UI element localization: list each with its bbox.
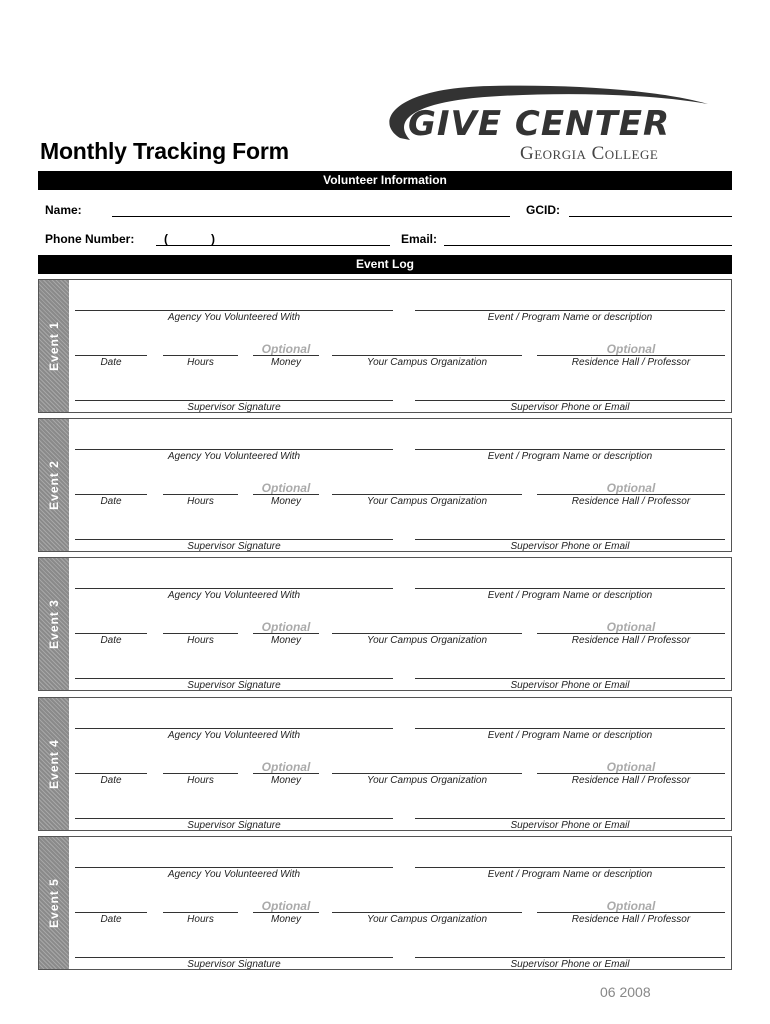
date-field[interactable] bbox=[75, 633, 147, 634]
agency-field[interactable] bbox=[75, 588, 393, 589]
money-field[interactable] bbox=[253, 355, 319, 356]
event-block bbox=[38, 418, 732, 552]
phone-label: Phone Number: bbox=[45, 232, 135, 246]
page-title: Monthly Tracking Form bbox=[40, 138, 289, 164]
supervisor-contact-caption: Supervisor Phone or Email bbox=[510, 402, 630, 413]
event-block bbox=[38, 279, 732, 413]
money-caption: Money bbox=[270, 496, 301, 507]
residence-optional-hint: Optional bbox=[606, 760, 656, 774]
hours-field[interactable] bbox=[163, 355, 238, 356]
logo-sub-text: Georgia College bbox=[520, 143, 659, 164]
logo-main-text: GIVE CENTER bbox=[408, 104, 671, 144]
money-optional-hint: Optional bbox=[261, 481, 311, 495]
money-field[interactable] bbox=[253, 912, 319, 913]
money-caption: Money bbox=[270, 635, 301, 646]
hours-field[interactable] bbox=[163, 494, 238, 495]
date-field[interactable] bbox=[75, 494, 147, 495]
residence-caption: Residence Hall / Professor bbox=[571, 775, 691, 786]
residence-optional-hint: Optional bbox=[606, 899, 656, 913]
event-name-field[interactable] bbox=[415, 728, 725, 729]
residence-caption: Residence Hall / Professor bbox=[571, 496, 691, 507]
event-label: Event 4 bbox=[47, 739, 61, 789]
supervisor-signature-caption: Supervisor Signature bbox=[187, 402, 281, 413]
residence-field[interactable] bbox=[537, 912, 725, 913]
supervisor-contact-field[interactable] bbox=[415, 957, 725, 958]
date-field[interactable] bbox=[75, 773, 147, 774]
event-side-tab bbox=[39, 419, 69, 551]
email-field[interactable] bbox=[444, 245, 732, 246]
campus-org-caption: Your Campus Organization bbox=[366, 914, 488, 925]
date-caption: Date bbox=[100, 496, 122, 507]
event-block bbox=[38, 836, 732, 970]
date-field[interactable] bbox=[75, 355, 147, 356]
campus-org-field[interactable] bbox=[332, 773, 522, 774]
residence-optional-hint: Optional bbox=[606, 342, 656, 356]
money-optional-hint: Optional bbox=[261, 342, 311, 356]
supervisor-contact-field[interactable] bbox=[415, 400, 725, 401]
event-name-field[interactable] bbox=[415, 588, 725, 589]
event-label: Event 1 bbox=[47, 321, 61, 371]
name-label: Name: bbox=[45, 203, 82, 217]
event-log-header: Event Log bbox=[38, 255, 732, 274]
date-caption: Date bbox=[100, 914, 122, 925]
supervisor-contact-field[interactable] bbox=[415, 539, 725, 540]
agency-caption: Agency You Volunteered With bbox=[167, 590, 301, 601]
campus-org-caption: Your Campus Organization bbox=[366, 357, 488, 368]
money-field[interactable] bbox=[253, 494, 319, 495]
event-side-tab bbox=[39, 698, 69, 830]
residence-optional-hint: Optional bbox=[606, 620, 656, 634]
supervisor-contact-field[interactable] bbox=[415, 678, 725, 679]
event-name-caption: Event / Program Name or description bbox=[487, 869, 653, 880]
agency-caption: Agency You Volunteered With bbox=[167, 451, 301, 462]
event-block bbox=[38, 557, 732, 691]
hours-caption: Hours bbox=[187, 635, 214, 646]
supervisor-signature-field[interactable] bbox=[75, 678, 393, 679]
agency-field[interactable] bbox=[75, 310, 393, 311]
event-side-tab bbox=[39, 558, 69, 690]
supervisor-signature-field[interactable] bbox=[75, 957, 393, 958]
date-caption: Date bbox=[100, 357, 122, 368]
supervisor-contact-caption: Supervisor Phone or Email bbox=[510, 959, 630, 970]
form-version-code: 06 2008 bbox=[600, 984, 651, 1000]
supervisor-signature-field[interactable] bbox=[75, 818, 393, 819]
residence-field[interactable] bbox=[537, 633, 725, 634]
hours-field[interactable] bbox=[163, 912, 238, 913]
hours-field[interactable] bbox=[163, 773, 238, 774]
event-name-field[interactable] bbox=[415, 867, 725, 868]
money-caption: Money bbox=[270, 357, 301, 368]
supervisor-contact-caption: Supervisor Phone or Email bbox=[510, 820, 630, 831]
agency-caption: Agency You Volunteered With bbox=[167, 869, 301, 880]
money-caption: Money bbox=[270, 775, 301, 786]
agency-field[interactable] bbox=[75, 867, 393, 868]
money-optional-hint: Optional bbox=[261, 760, 311, 774]
gcid-field[interactable] bbox=[569, 216, 732, 217]
agency-caption: Agency You Volunteered With bbox=[167, 730, 301, 741]
phone-paren-close: ) bbox=[211, 232, 215, 246]
supervisor-signature-caption: Supervisor Signature bbox=[187, 959, 281, 970]
campus-org-field[interactable] bbox=[332, 633, 522, 634]
money-field[interactable] bbox=[253, 633, 319, 634]
supervisor-signature-field[interactable] bbox=[75, 400, 393, 401]
event-side-tab bbox=[39, 280, 69, 412]
money-caption: Money bbox=[270, 914, 301, 925]
campus-org-caption: Your Campus Organization bbox=[366, 635, 488, 646]
residence-caption: Residence Hall / Professor bbox=[571, 635, 691, 646]
event-label: Event 2 bbox=[47, 460, 61, 510]
supervisor-contact-caption: Supervisor Phone or Email bbox=[510, 680, 630, 691]
hours-caption: Hours bbox=[187, 496, 214, 507]
event-block bbox=[38, 697, 732, 831]
agency-field[interactable] bbox=[75, 728, 393, 729]
gcid-label: GCID: bbox=[526, 203, 560, 217]
supervisor-signature-caption: Supervisor Signature bbox=[187, 680, 281, 691]
campus-org-field[interactable] bbox=[332, 494, 522, 495]
residence-field[interactable] bbox=[537, 773, 725, 774]
hours-caption: Hours bbox=[187, 914, 214, 925]
event-name-caption: Event / Program Name or description bbox=[487, 590, 653, 601]
agency-caption: Agency You Volunteered With bbox=[167, 312, 301, 323]
residence-field[interactable] bbox=[537, 494, 725, 495]
residence-caption: Residence Hall / Professor bbox=[571, 914, 691, 925]
supervisor-signature-field[interactable] bbox=[75, 539, 393, 540]
supervisor-contact-caption: Supervisor Phone or Email bbox=[510, 541, 630, 552]
event-label: Event 5 bbox=[47, 878, 61, 928]
date-caption: Date bbox=[100, 775, 122, 786]
campus-org-caption: Your Campus Organization bbox=[366, 775, 488, 786]
hours-caption: Hours bbox=[187, 775, 214, 786]
event-name-caption: Event / Program Name or description bbox=[487, 312, 653, 323]
money-field[interactable] bbox=[253, 773, 319, 774]
money-optional-hint: Optional bbox=[261, 620, 311, 634]
supervisor-signature-caption: Supervisor Signature bbox=[187, 541, 281, 552]
residence-field[interactable] bbox=[537, 355, 725, 356]
volunteer-info-header: Volunteer Information bbox=[38, 171, 732, 190]
email-label: Email: bbox=[401, 232, 438, 246]
phone-field[interactable] bbox=[156, 245, 390, 246]
event-name-caption: Event / Program Name or description bbox=[487, 451, 653, 462]
event-name-field[interactable] bbox=[415, 310, 725, 311]
hours-field[interactable] bbox=[163, 633, 238, 634]
date-caption: Date bbox=[100, 635, 122, 646]
campus-org-field[interactable] bbox=[332, 912, 522, 913]
date-field[interactable] bbox=[75, 912, 147, 913]
money-optional-hint: Optional bbox=[261, 899, 311, 913]
event-name-field[interactable] bbox=[415, 449, 725, 450]
hours-caption: Hours bbox=[187, 357, 214, 368]
event-side-tab bbox=[39, 837, 69, 969]
supervisor-signature-caption: Supervisor Signature bbox=[187, 820, 281, 831]
phone-paren-open: ( bbox=[164, 232, 168, 246]
name-field[interactable] bbox=[112, 216, 510, 217]
residence-caption: Residence Hall / Professor bbox=[571, 357, 691, 368]
event-label: Event 3 bbox=[47, 599, 61, 649]
campus-org-caption: Your Campus Organization bbox=[366, 496, 488, 507]
supervisor-contact-field[interactable] bbox=[415, 818, 725, 819]
agency-field[interactable] bbox=[75, 449, 393, 450]
residence-optional-hint: Optional bbox=[606, 481, 656, 495]
campus-org-field[interactable] bbox=[332, 355, 522, 356]
event-name-caption: Event / Program Name or description bbox=[487, 730, 653, 741]
